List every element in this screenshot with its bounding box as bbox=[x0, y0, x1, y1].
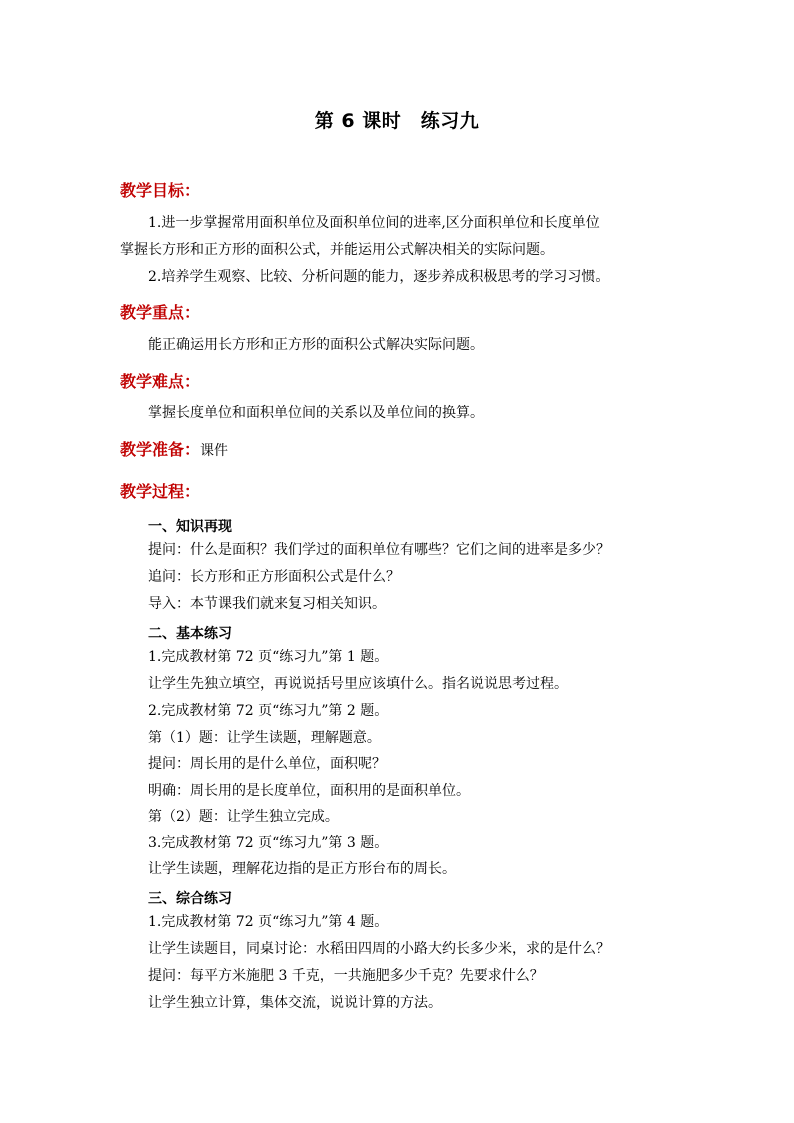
preparation-row bbox=[120, 437, 228, 460]
section-1-line: 追问：长方形和正方形面积公式是什么？ bbox=[148, 569, 400, 585]
section-2-line: 2.完成教材第 72 页“练习九”第 2 题。 bbox=[148, 703, 389, 719]
difficulties-heading: 教学难点： bbox=[120, 372, 201, 391]
key-points-text: 能正确运用长方形和正方形的面积公式解决实际问题。 bbox=[148, 337, 484, 353]
section-1-line: 提问：什么是面积？我们学过的面积单位有哪些？它们之间的进率是多少？ bbox=[148, 542, 610, 558]
section-2-line: 1.完成教材第 72 页“练习九”第 1 题。 bbox=[148, 649, 389, 665]
section-3-line: 让学生独立计算，集体交流，说说计算的方法。 bbox=[148, 995, 442, 1011]
section-2-line: 3.完成教材第 72 页“练习九”第 3 题。 bbox=[148, 835, 389, 851]
section-2-line: 让学生先独立填空，再说说括号里应该填什么。指名说说思考过程。 bbox=[148, 676, 568, 692]
section-2-line: 第（1）题：让学生读题，理解题意。 bbox=[148, 730, 381, 746]
difficulties-text: 掌握长度单位和面积单位间的关系以及单位间的换算。 bbox=[148, 405, 484, 421]
section-2-line: 提问：周长用的是什么单位，面积呢？ bbox=[148, 756, 386, 772]
section-2-line: 让学生读题，理解花边指的是正方形台布的周长。 bbox=[148, 861, 456, 877]
section-2-line: 第（2）题：让学生独立完成。 bbox=[148, 809, 339, 825]
objectives-line-2: 掌握长方形和正方形的面积公式，并能运用公式解决相关的实际问题。 bbox=[120, 242, 554, 258]
objectives-line-3: 2.培养学生观察、比较、分析问题的能力，逐步养成积极思考的学习习惯。 bbox=[148, 269, 610, 285]
section-3-line: 提问：每平方米施肥 3 千克，一共施肥多少千克？先要求什么？ bbox=[148, 968, 544, 984]
process-heading: 教学过程： bbox=[120, 482, 201, 501]
lesson-title: 第 6 课时 练习九 bbox=[314, 110, 480, 132]
section-2-line: 明确：周长用的是长度单位，面积用的是面积单位。 bbox=[148, 783, 470, 799]
section-2-title: 二、基本练习 bbox=[148, 626, 232, 642]
section-3-title: 三、综合练习 bbox=[148, 891, 232, 907]
key-points-heading: 教学重点： bbox=[120, 303, 201, 322]
section-3-line: 1.完成教材第 72 页“练习九”第 4 题。 bbox=[148, 914, 389, 930]
preparation-value: 课件 bbox=[200, 443, 229, 459]
section-3-line: 让学生读题目，同桌讨论：水稻田四周的小路大约长多少米，求的是什么？ bbox=[148, 941, 610, 957]
section-1-title: 一、知识再现 bbox=[148, 519, 232, 535]
preparation-heading: 教学准备： bbox=[120, 440, 201, 459]
objectives-line-1: 1.进一步掌握常用面积单位及面积单位间的进率,区分面积单位和长度单位 bbox=[148, 215, 600, 231]
section-1-line: 导入：本节课我们就来复习相关知识。 bbox=[148, 596, 386, 612]
objectives-heading: 教学目标： bbox=[120, 181, 201, 200]
